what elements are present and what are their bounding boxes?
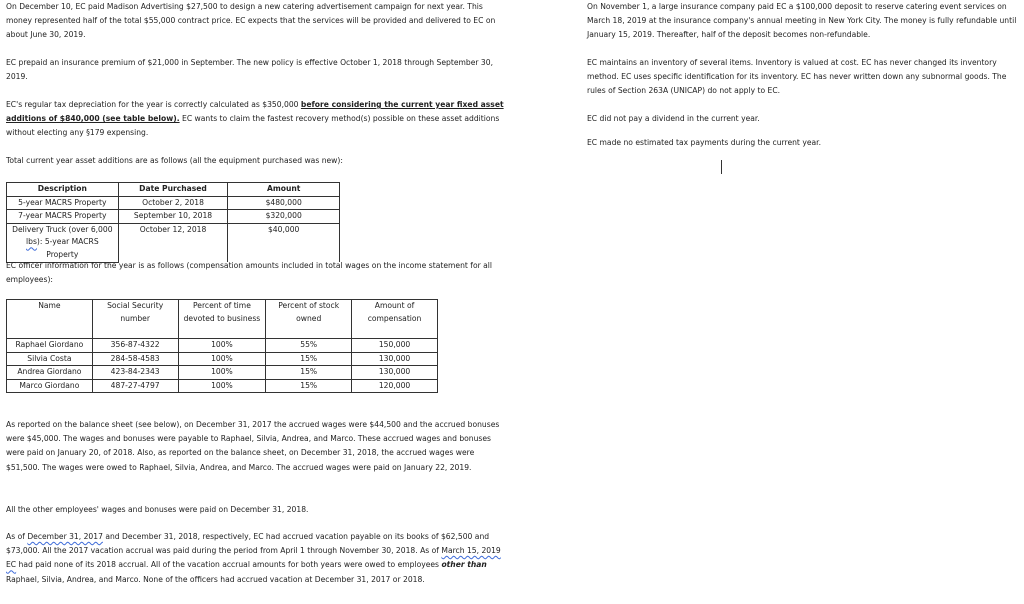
table-row [7,379,438,393]
officer-time: 100% [178,366,266,380]
document-right-page [582,0,1024,604]
officer-stock: 15% [266,352,352,366]
officer-header-ssn: Social Security number [92,300,178,339]
asset-amount: $40,000 [228,223,340,262]
paragraph-vacation-accrual: As of December 31, 2017 and December 31, 2018, respectively, EC had accrued vacation payable on its books of $62,500 and $73,000. All the 2017 vacation accrual was paid during the period from April 1 through November 30, 2018. As of March 15, 2019 EC had paid none of its 2018 accrual. All of the vacation accrual amounts for both years were owed to employees other than Raphael, Silvia, Andrea, and Marco. None of the officers had accrued vacation at December 31, 2017 or 2018. [6,532,501,584]
officer-time: 100% [178,352,266,366]
officer-header-compensation: Amount of compensation [352,300,438,339]
officer-compensation: 130,000 [352,352,438,366]
text-cursor[interactable] [721,160,722,174]
paragraph-other-wages: All the other employees' wages and bonuses were paid on December 31, 2018. [6,505,309,514]
paragraph-accrued-wages: As reported on the balance sheet (see below), on December 31, 2017 the accrued wages were $44,500 and the accrued bonuses were $45,000. The wages and bonuses were payable to Raphael, Silvia, Andrea, and Marco. These accrued wages and bonuses were paid on January 20, of 2018. Also, as reported on the balance sheet, on December 31, 2018, the accrued wages were $51,500. The wages were owed to Raphael, Silvia, Andrea, and Marco. The accrued wages were paid on January 22, 2019. [6,420,500,472]
paragraph-advertising: On December 10, EC paid Madison Advertising $27,500 to design a new catering advertisement campaign for next year. This money represented half of the total $55,000 contract price. EC expects that the services will be provided and delivered to EC on about June 30, 2019. [6,2,496,40]
asset-date: October 12, 2018 [118,223,228,262]
table-row [7,352,438,366]
officer-stock: 15% [266,379,352,393]
spelling-flag-date: December 31, 2017 [27,532,103,541]
paragraph-asset-additions-intro: Total current year asset additions are as follows (all the equipment purchased was new): [6,156,343,165]
spelling-flag-march: March 15, 2019 EC [6,546,501,570]
paragraph-inventory: EC maintains an inventory of several items. Inventory is valued at cost. EC has never changed its inventory method. EC uses specific identification for its inventory. EC has never written down any subnormal goods. The rules of Section 263A (UNICAP) do not apply to EC. [587,58,1007,96]
officer-compensation: 120,000 [352,379,438,393]
asset-description: 7-year MACRS Property [7,210,119,224]
spelling-flag-lbs: lbs [26,237,37,247]
asset-header-description: Description [7,183,119,197]
paragraph-estimated-tax: EC made no estimated tax payments during the current year. [587,138,821,147]
officer-ssn: 356-87-4322 [92,339,178,353]
officer-compensation: 130,000 [352,366,438,380]
officer-name: Andrea Giordano [7,366,93,380]
asset-table-header-row [7,183,340,197]
officer-time: 100% [178,379,266,393]
officer-compensation: 150,000 [352,339,438,353]
depreciation-emphasis: before considering the current year fixed asset additions of $840,000 (see table below). [6,100,504,124]
asset-description: Delivery Truck (over 6,000 lbs): 5-year MACRS Property [7,223,119,262]
officer-ssn: 487-27-4797 [92,379,178,393]
officer-header-name: Name [7,300,93,339]
officer-name: Marco Giordano [7,379,93,393]
paragraph-insurance-premium: EC prepaid an insurance premium of $21,000 in September. The new policy is effective October 1, 2018 through September 30, 2019. [6,58,493,82]
table-row [7,196,340,210]
officer-name: Silvia Costa [7,352,93,366]
depreciation-text-a: EC's regular tax depreciation for the year is correctly calculated as $350,000 [6,100,301,109]
emphasis-other-than: other than [441,560,487,570]
asset-description: 5-year MACRS Property [7,196,119,210]
officer-information-table [6,299,438,393]
officer-header-stock: Percent of stock owned [266,300,352,339]
depreciation-text-c: EC wants to claim the fastest recovery method(s) possible on these asset additions without electing any §179 expensing. [6,114,500,138]
officer-stock: 55% [266,339,352,353]
paragraph-insurance-deposit: On November 1, a large insurance company paid EC a $100,000 deposit to reserve catering event services on March 18, 2019 at the insurance company's annual meeting in New York City. The money is fully refundable until January 15, 2019. Thereafter, half of the deposit becomes non-refundable. [587,2,1017,40]
asset-additions-table [6,182,340,263]
asset-amount: $480,000 [228,196,340,210]
officer-ssn: 423-84-2343 [92,366,178,380]
officer-ssn: 284-58-4583 [92,352,178,366]
asset-date: September 10, 2018 [118,210,228,224]
paragraph-dividend: EC did not pay a dividend in the current year. [587,114,760,123]
table-row [7,366,438,380]
asset-date: October 2, 2018 [118,196,228,210]
officer-name: Raphael Giordano [7,339,93,353]
officer-stock: 15% [266,366,352,380]
paragraph-depreciation [6,98,506,141]
officer-table-header-row [7,300,438,339]
officer-time: 100% [178,339,266,353]
paragraph-officer-intro: EC officer information for the year is as follows (compensation amounts included in total wages on the income statement for all employees): [6,261,493,285]
table-row [7,339,438,353]
table-row [7,223,340,262]
asset-header-date: Date Purchased [118,183,228,197]
asset-amount: $320,000 [228,210,340,224]
asset-header-amount: Amount [228,183,340,197]
officer-header-time: Percent of time devoted to business [178,300,266,339]
table-row [7,210,340,224]
